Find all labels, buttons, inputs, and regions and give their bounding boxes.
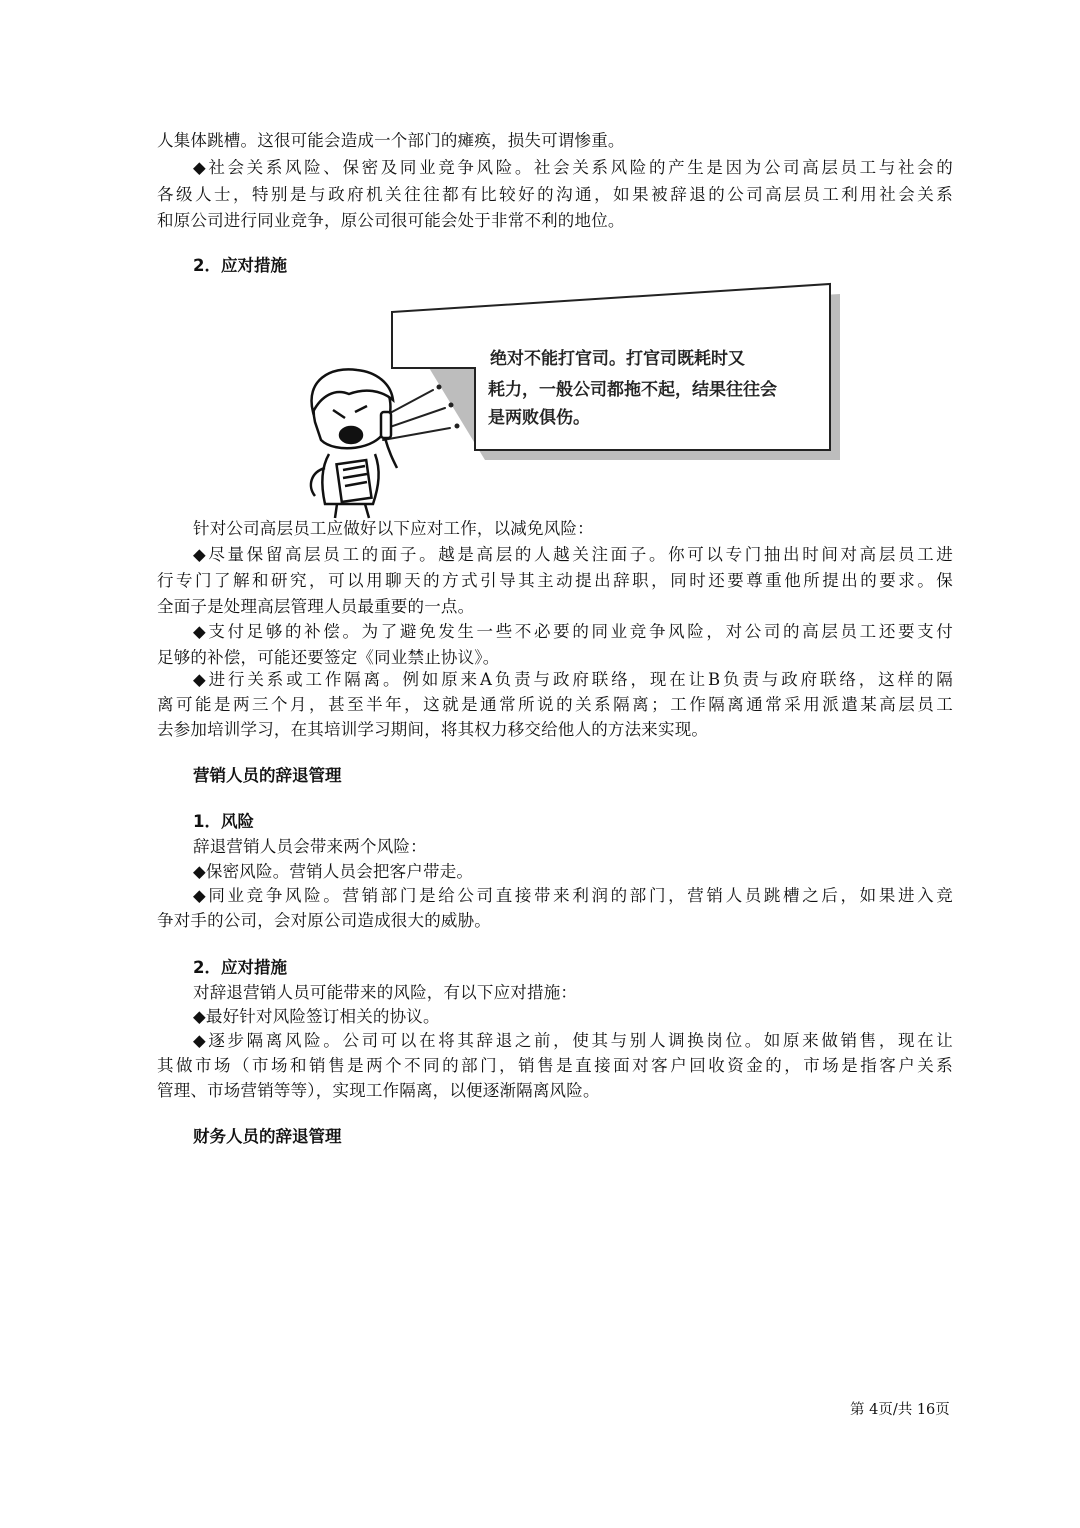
bullet-text-line: ◆社会关系风险、保密及同业竞争风险。社会关系风险的产生是因为公司高层员工与社会的	[193, 158, 953, 177]
bullet-text-line: ◆保密风险。营销人员会把客户带走。	[193, 862, 474, 881]
body-text-line: 离可能是两三个月，甚至半年，这就是通常所说的关系隔离；工作隔离通常采用派遣某高层员工	[157, 695, 953, 714]
body-text-line: 针对公司高层员工应做好以下应对工作，以减免风险：	[193, 519, 594, 538]
section-heading: 营销人员的辞退管理	[193, 766, 342, 785]
body-text-line: 和原公司进行同业竞争，原公司很可能会处于非常不利的地位。	[157, 211, 625, 230]
businessman-character	[311, 369, 397, 518]
body-text-line: 辞退营销人员会带来两个风险：	[193, 837, 427, 856]
section-heading: 2．应对措施	[193, 256, 287, 275]
bullet-text-line: ◆最好针对风险签订相关的协议。	[193, 1007, 440, 1026]
body-text-line: 争对手的公司，会对原公司造成很大的威胁。	[157, 911, 491, 930]
body-text-line: 对辞退营销人员可能带来的风险，有以下应对措施：	[193, 983, 578, 1002]
bullet-text-line: ◆进行关系或工作隔离。例如原来A负责与政府联络，现在让B负责与政府联络，这样的隔	[193, 670, 953, 689]
body-text-line: 足够的补偿，可能还要签定《同业禁止协议》。	[157, 648, 500, 667]
bullet-text-line: ◆尽量保留高层员工的面子。越是高层的人越关注面子。你可以专门抽出时间对高层员工进	[193, 545, 953, 564]
subsection-heading: 1．风险	[193, 812, 254, 831]
bullet-text-line: ◆支付足够的补偿。为了避免发生一些不必要的同业竞争风险，对公司的高层员工还要支付	[193, 622, 953, 641]
bullet-text-line: ◆同业竞争风险。营销部门是给公司直接带来利润的部门，营销人员跳槽之后，如果进入竞	[193, 886, 953, 905]
bullet-text-line: ◆逐步隔离风险。公司可以在将其辞退之前，使其与别人调换岗位。如原来做销售，现在让	[193, 1031, 953, 1050]
bubble-text-line: 绝对不能打官司。打官司既耗时又	[490, 349, 745, 369]
body-text-line: 各级人士，特别是与政府机关往往都有比较好的沟通，如果被辞退的公司高层员工利用社会关系	[157, 185, 953, 204]
body-text-line: 行专门了解和研究，可以用聊天的方式引导其主动提出辞职，同时还要尊重他所提出的要求。保	[157, 571, 953, 590]
body-text-line: 管理、市场营销等等），实现工作隔离，以便逐渐隔离风险。	[157, 1081, 600, 1100]
subsection-heading: 2．应对措施	[193, 958, 287, 977]
section-heading: 财务人员的辞退管理	[193, 1127, 342, 1146]
body-text-line: 人集体跳槽。这很可能会造成一个部门的瘫痪，损失可谓惨重。	[157, 131, 625, 150]
bubble-text-line: 耗力，一般公司都拖不起，结果往往会	[488, 380, 777, 400]
body-text-line: 其做市场（市场和销售是两个不同的部门，销售是直接面对客户回收资金的，市场是指客户关系	[157, 1056, 953, 1075]
page-number: 第 4页/共 16页	[850, 1402, 950, 1418]
body-text-line: 全面子是处理高层管理人员最重要的一点。	[157, 597, 475, 616]
bubble-text-line: 是两败俱伤。	[488, 408, 590, 428]
body-text-line: 去参加培训学习，在其培训学习期间，将其权力移交给他人的方法来实现。	[157, 720, 709, 739]
